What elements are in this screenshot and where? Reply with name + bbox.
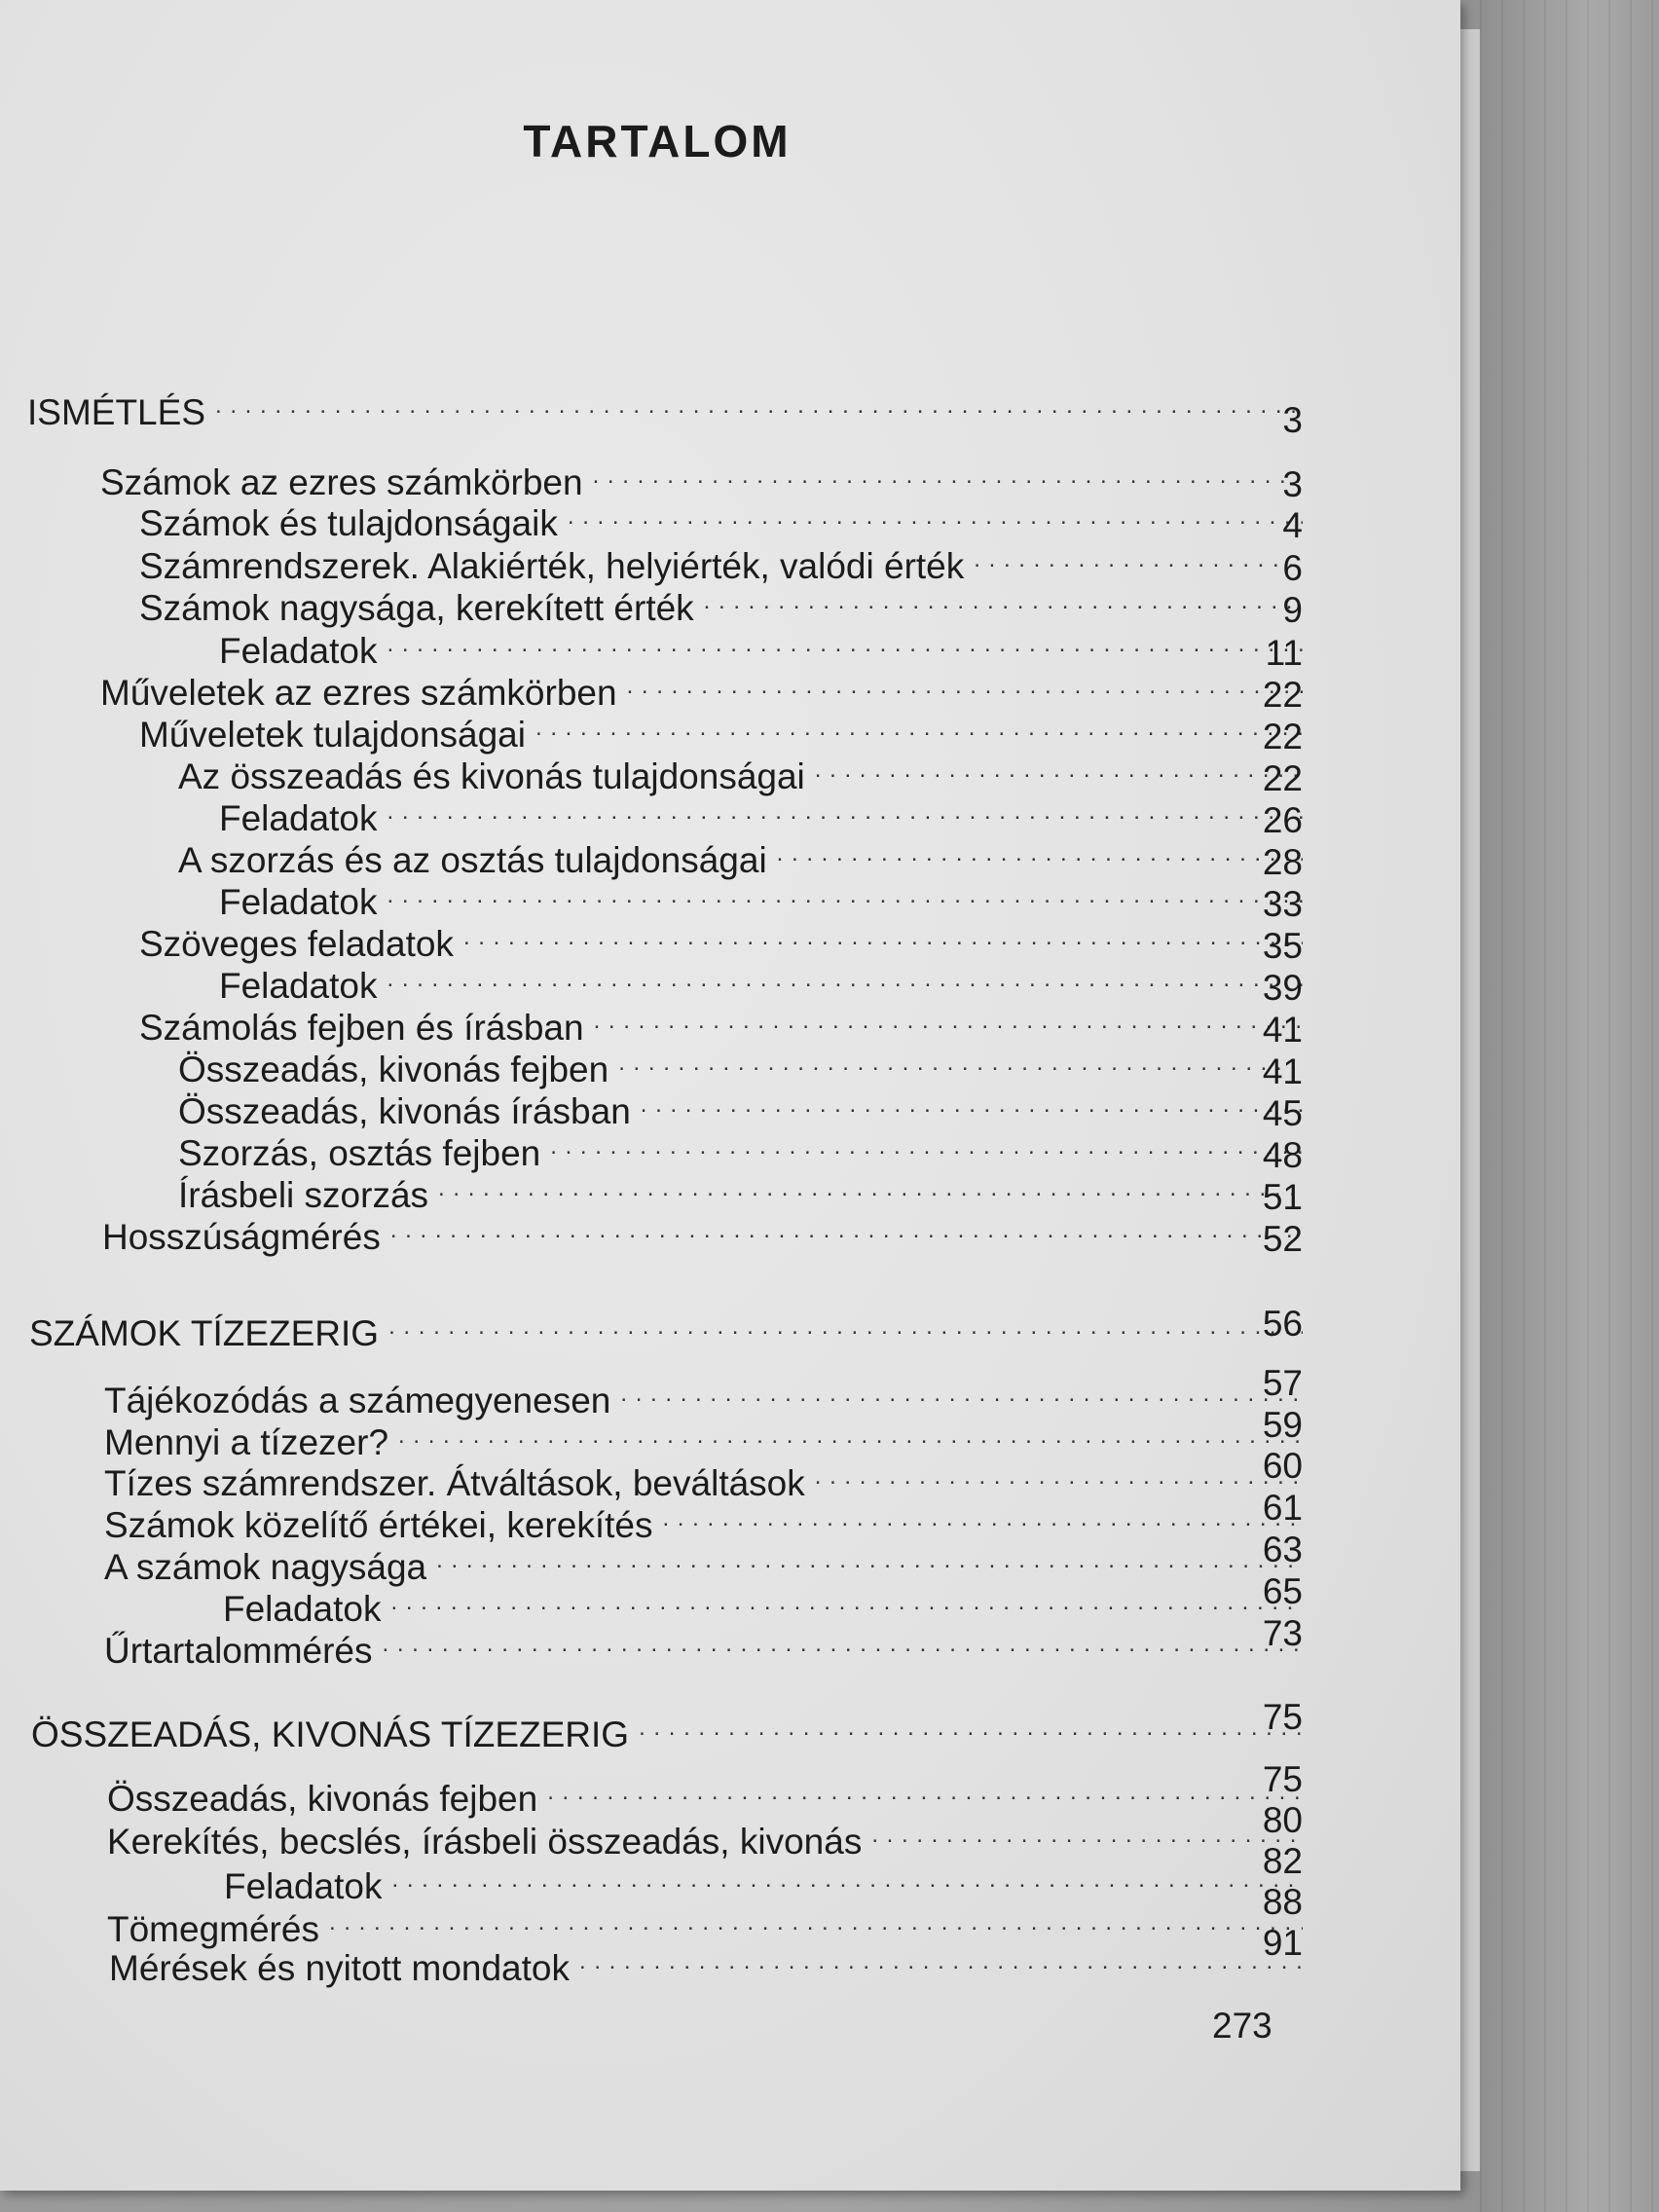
toc-dot-leader	[392, 1856, 1304, 1899]
toc-entry-label: ÖSSZEADÁS, KIVONÁS TÍZEZERIG	[31, 1714, 630, 1754]
toc-entry-page: 22	[1262, 758, 1303, 798]
toc-entry-label: Összeadás, kivonás fejben	[178, 1050, 609, 1089]
toc-entry-label: Tömegmérés	[107, 1909, 319, 1949]
toc-entry-page: 61	[1262, 1488, 1303, 1528]
toc-entry-label: Az összeadás és kivonás tulajdonságai	[178, 756, 805, 796]
toc-entry-page: 65	[1262, 1571, 1303, 1611]
toc-entry-page: 6	[1282, 548, 1303, 588]
toc-entry-label: Feladatok	[223, 1589, 382, 1629]
toc-dot-leader	[593, 452, 1303, 495]
toc-dot-leader	[777, 830, 1303, 872]
toc-dot-leader	[579, 1937, 1303, 1980]
toc-entry-label: Számok nagysága, kerekített érték	[139, 588, 694, 628]
toc-entry-page: 45	[1262, 1093, 1303, 1133]
toc-entry-label: Írásbeli szorzás	[178, 1175, 429, 1215]
toc-dot-leader	[398, 1412, 1303, 1455]
toc-dot-leader	[436, 1536, 1303, 1579]
toc-dot-leader	[463, 913, 1303, 956]
toc-dot-leader	[662, 1494, 1303, 1537]
toc-entry-page: 41	[1262, 1051, 1303, 1091]
toc-entry-page: 4	[1282, 505, 1303, 545]
toc-dot-leader	[438, 1164, 1303, 1207]
toc-dot-leader	[387, 871, 1304, 914]
toc-entry-label: Számok az ezres számkörben	[100, 462, 583, 502]
toc-entry-page: 22	[1262, 675, 1303, 715]
toc-dot-leader	[387, 955, 1304, 998]
toc-entry-label: Feladatok	[219, 966, 378, 1006]
toc-entry-label: SZÁMOK TÍZEZERIG	[29, 1313, 380, 1353]
toc-entry-page: 39	[1262, 968, 1303, 1008]
toc-entry-page: 57	[1262, 1363, 1303, 1403]
toc-entry-label: Számolás fejben és írásban	[139, 1008, 584, 1048]
toc-entry-page: 59	[1262, 1405, 1303, 1445]
toc-dot-leader	[618, 1039, 1303, 1082]
toc-dot-leader	[391, 1578, 1304, 1621]
toc-entry-page: 56	[1262, 1304, 1303, 1344]
toc-entry-page: 51	[1262, 1177, 1303, 1217]
toc-entry-page: 52	[1262, 1219, 1303, 1259]
toc-dot-leader	[568, 493, 1303, 535]
toc-dot-leader	[550, 1123, 1303, 1165]
toc-entry-label: Mennyi a tízezer?	[104, 1422, 389, 1462]
toc-entry-page: 80	[1262, 1800, 1303, 1840]
toc-entry-page: 22	[1262, 717, 1303, 756]
toc-dot-leader	[387, 620, 1304, 663]
toc-entry-label: Feladatok	[219, 631, 378, 671]
toc-entry-page: 28	[1262, 842, 1303, 882]
toc-entry-label: Összeadás, kivonás fejben	[107, 1779, 538, 1819]
toc-entry	[104, 1613, 1303, 1673]
toc-entry-page: 26	[1262, 800, 1303, 840]
toc-dot-leader	[383, 1620, 1304, 1663]
toc-dot-leader	[627, 662, 1303, 705]
toc-dot-leader	[390, 1206, 1303, 1249]
page-number: 273	[1212, 2006, 1272, 2046]
toc-entry-page: 3	[1282, 464, 1303, 504]
toc-section-heading	[27, 382, 1303, 440]
toc-entry-page: 75	[1262, 1759, 1303, 1799]
toc-entry-page: 11	[1265, 633, 1303, 673]
toc-entry-label: Számok közelítő értékei, kerekítés	[104, 1505, 653, 1545]
toc-dot-leader	[535, 704, 1303, 747]
toc-entry-label: Feladatok	[219, 798, 378, 838]
toc-entry-label: Kerekítés, becslés, írásbeli összeadás, kivonás	[107, 1822, 863, 1862]
toc-entry-label: Tízes számrendszer. Átváltások, beváltások	[104, 1463, 805, 1503]
toc-entry-label: Számrendszerek. Alakiérték, helyiérték, valódi érték	[139, 546, 965, 586]
toc-dot-leader	[620, 1370, 1303, 1413]
toc-dot-leader	[387, 788, 1304, 830]
toc-entry-page: 60	[1262, 1446, 1303, 1486]
toc-entry-label: Szorzás, osztás fejben	[178, 1133, 541, 1173]
toc-entry-page: 3	[1282, 400, 1303, 440]
toc-entry-page: 9	[1282, 590, 1303, 630]
page-title: TARTALOM	[523, 116, 792, 166]
toc-entry-label: ISMÉTLÉS	[27, 392, 205, 432]
toc-entry-page: 82	[1262, 1841, 1303, 1881]
toc-entry-page: 35	[1262, 926, 1303, 966]
toc-dot-leader	[547, 1768, 1303, 1811]
toc-entry-label: Tájékozódás a számegyenesen	[104, 1381, 611, 1420]
toc-entry-page: 88	[1262, 1882, 1303, 1922]
toc-entry-page: 41	[1262, 1010, 1303, 1050]
toc-entry-label: Feladatok	[219, 882, 378, 922]
toc-entry-label: Feladatok	[224, 1866, 383, 1906]
toc-entry	[102, 1206, 1303, 1259]
toc-entry-page: 33	[1262, 884, 1303, 924]
toc-entry-label: Számok és tulajdonságaik	[139, 503, 558, 543]
toc-dot-leader	[639, 1704, 1303, 1747]
toc-entry-label: A szorzás és az osztás tulajdonságai	[178, 840, 767, 880]
toc-section-heading	[29, 1303, 1303, 1355]
toc-dot-leader	[641, 1081, 1303, 1124]
toc-entry-label: Űrtartalommérés	[104, 1631, 373, 1671]
toc-section-heading	[31, 1697, 1303, 1756]
toc-entry-label: A számok nagysága	[104, 1547, 427, 1587]
toc-entry-page: 75	[1262, 1697, 1303, 1737]
toc-entry-label: Műveletek az ezres számkörben	[100, 673, 617, 713]
background-surface	[1480, 0, 1659, 2212]
toc-dot-leader	[388, 1303, 1303, 1346]
toc-entry-label: Hosszúságmérés	[102, 1217, 381, 1257]
toc-entry-page: 73	[1262, 1613, 1303, 1653]
toc-entry-label: Mérések és nyitott mondatok	[109, 1948, 570, 1988]
toc-entry-page: 48	[1262, 1135, 1303, 1175]
toc-entry-label: Szöveges feladatok	[139, 924, 454, 964]
toc-entry-page: 91	[1262, 1923, 1303, 1963]
toc-dot-leader	[594, 997, 1303, 1040]
toc-dot-leader	[215, 382, 1303, 424]
toc-entry-page: 63	[1262, 1530, 1303, 1569]
toc-entry-label: Összeadás, kivonás írásban	[178, 1091, 631, 1131]
toc-dot-leader	[329, 1899, 1303, 1941]
toc-entry-label: Műveletek tulajdonságai	[139, 715, 526, 755]
toc-dot-leader	[704, 577, 1303, 620]
